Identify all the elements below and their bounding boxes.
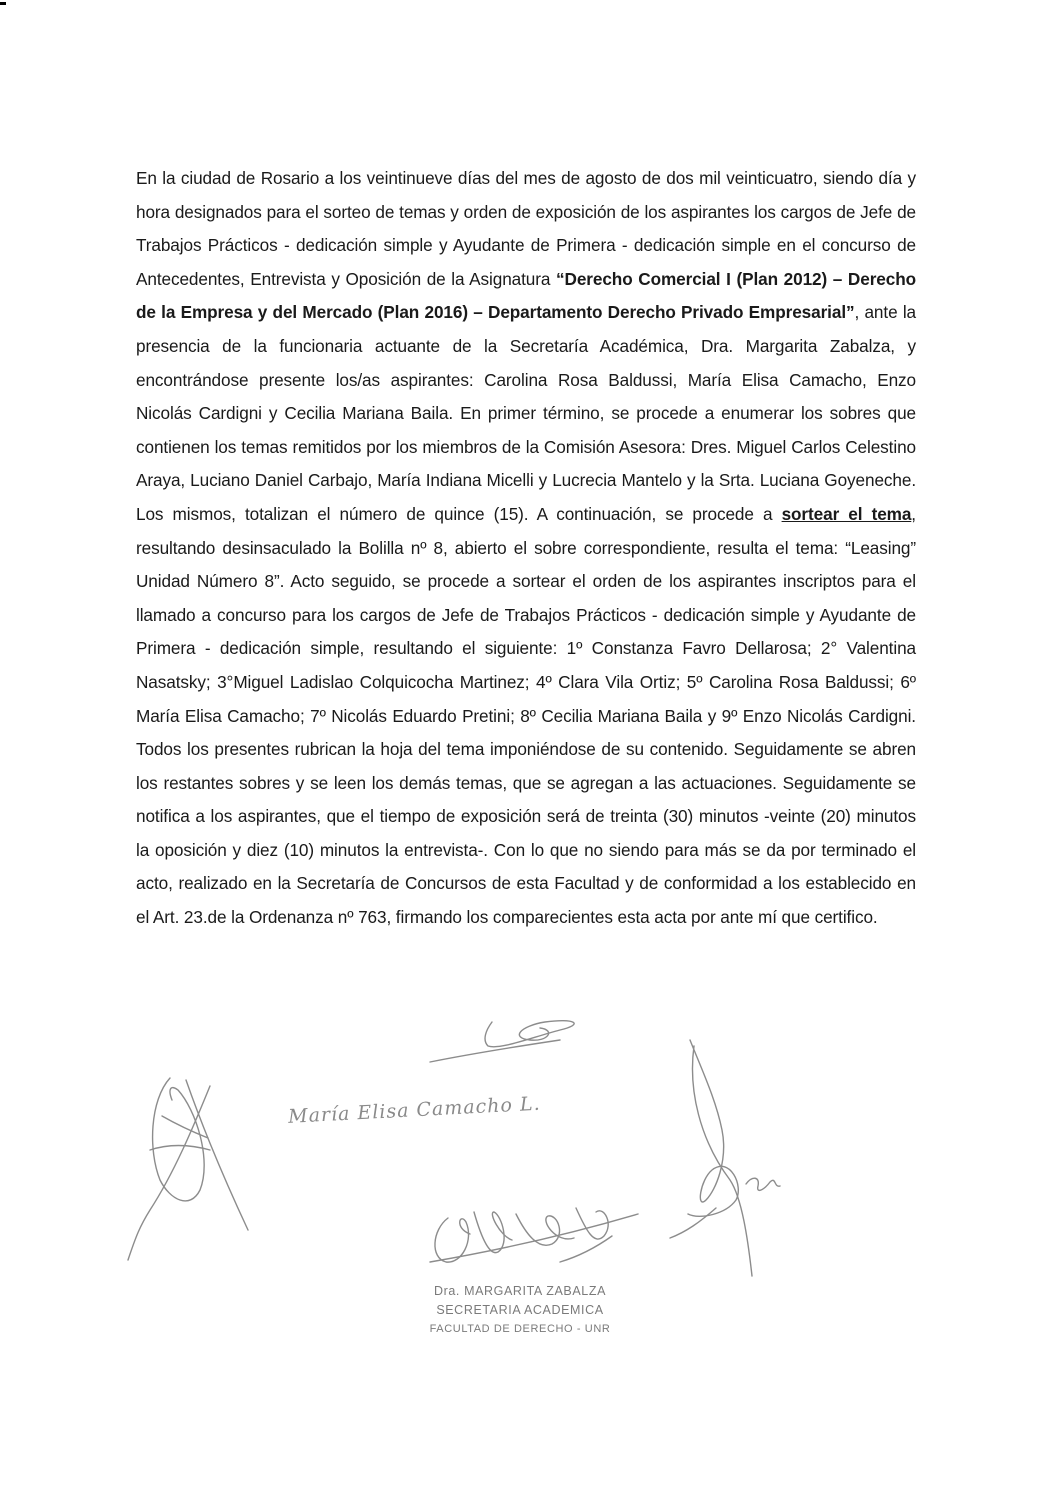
handwritten-name-signature: María Elisa Camacho L.	[287, 1092, 542, 1128]
body-part-1: En la ciudad de Rosario a los veintinueve días del mes de agosto de dos mil veinticuatro, siendo día y hora designados para el sorteo de temas y orden de exposición de los aspirantes los cargos de Jefe de Trabajos Prácticos - dedicación simple y Ayudante de Primera - dedicación simple en el concurso de Antecedentes, Entrevista y Oposición de la Asignatura	[136, 168, 916, 289]
subject-title: “Derecho Comercial I (Plan 2012) – Derecho de la Empresa y del Mercado (Plan 2016) – Departamento Derecho Privado Empresarial”	[136, 268, 916, 323]
center-signature	[430, 1208, 638, 1262]
stamp-position: SECRETARIA ACADEMICA	[436, 1303, 604, 1317]
body-part-3: , resultando desinsaculado la Bolilla nº 8, abierto el sobre correspondiente, resulta el tema: “Leasing” Unidad Número 8”. Acto seguido, se procede a sortear el orden de los aspirantes inscriptos para el llamado a concurso para los cargos de Jefe de Trabajos Prácticos - dedicación simple y Ayudante de Primera - dedicación simple, resultando el siguiente: 1º Constanza Favro Dellarosa; 2° Valentina Nasatsky; 3°Miguel Ladislao Colquicocha Martinez; 4º Clara Vila Ortiz; 5º Carolina Rosa Baldussi; 6º María Elisa Camacho; 7º Nicolás Eduardo Pretini; 8º Cecilia Mariana Baila y 9º Enzo Nicolás Cardigni. Todos los presentes rubrican la hoja del tema imponiéndose de su contenido. Seguidamente se abren los restantes sobres y se leen los demás temas, que se agregan a las actuaciones. Seguidamente se notifica a los aspirantes, que el tiempo de exposición será de treinta (30) minutos -veinte (20) minutos la oposición y diez (10) minutos la entrevista-. Con lo que no siendo para más se da por terminado el acto, realizado en la Secretaría de Concursos de esta Facultad y de conformidad a los establecido en el Art. 23.de la Ordenanza nº 763, firmando los comparecientes esta acta por ante mí que certifico.	[136, 503, 916, 928]
corner-mark	[0, 2, 6, 5]
stamp-name: Dra. MARGARITA ZABALZA	[433, 1284, 607, 1298]
official-stamp	[400, 1282, 640, 1339]
initials-signature	[430, 1021, 574, 1062]
document-body	[136, 162, 916, 935]
sortear-tema-emphasis: sortear el tema	[781, 503, 912, 524]
body-part-2: , ante la presencia de la funcionaria actuante de la Secretaría Académica, Dra. Margarita Zabalza, y encontrándose presente los/as aspirantes: Carolina Rosa Baldussi, María Elisa Camacho, Enzo Nicolás Cardigni y Cecilia Mariana Baila. En primer término, se procede a enumerar los sobres que contienen los temas remitidos por los miembros de la Comisión Asesora: Dres. Miguel Carlos Celestino Araya, Luciano Daniel Carbajo, María Indiana Micelli y Lucrecia Mantelo y la Srta. Luciana Goyeneche. Los mismos, totalizan el número de quince (15). A continuación, se procede a	[136, 302, 917, 524]
left-signature	[128, 1078, 248, 1260]
right-signature	[670, 1040, 780, 1276]
stamp-institution: FACULTAD DE DERECHO - UNR	[429, 1323, 611, 1335]
